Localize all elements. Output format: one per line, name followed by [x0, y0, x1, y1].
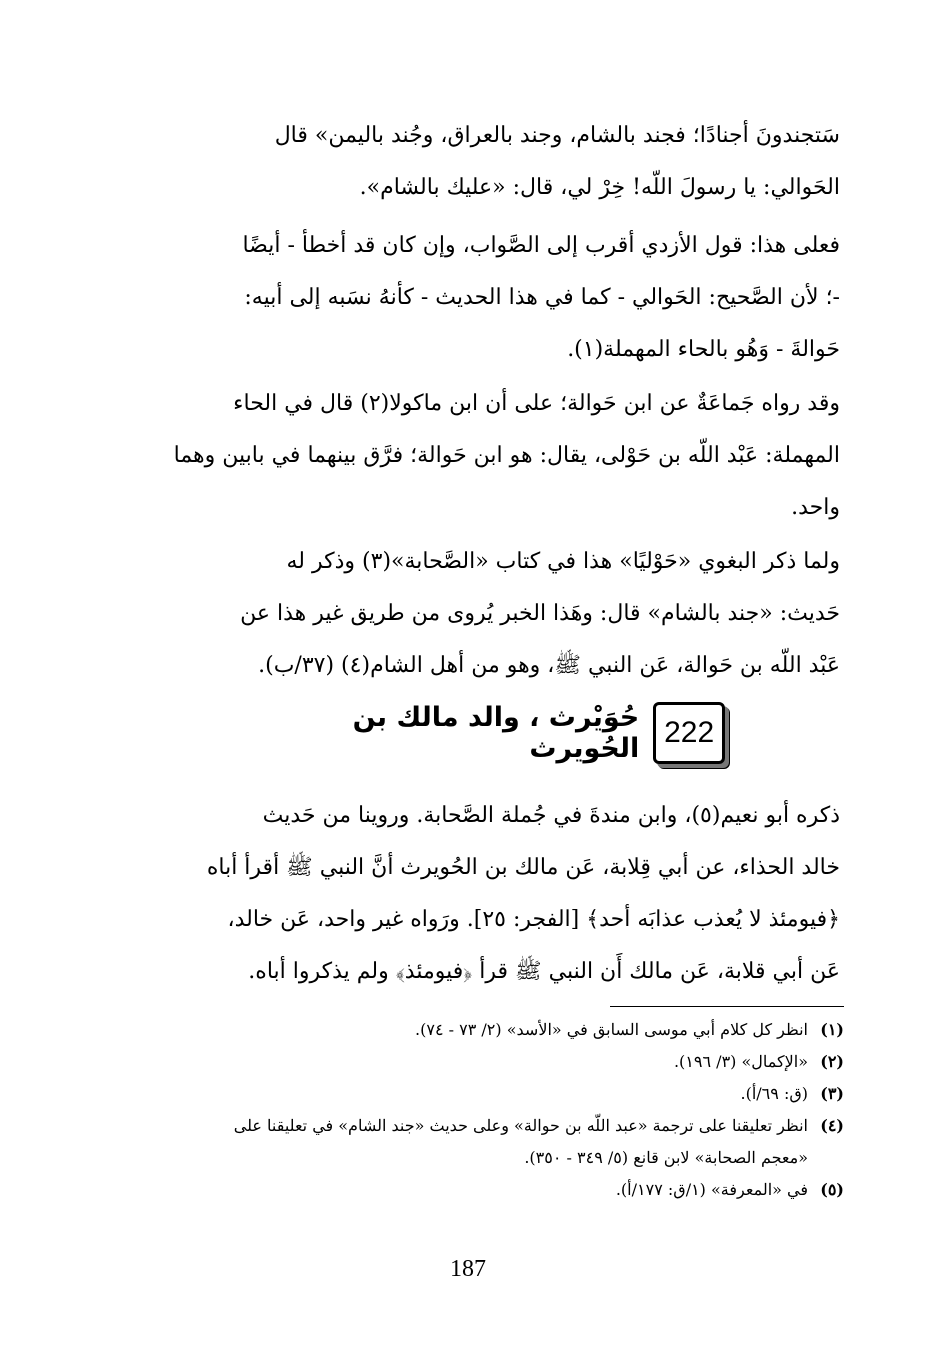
footnote-number: (٤) — [820, 1116, 844, 1135]
footnote-text: انظر كل كلام أبي موسى السابق في «الأسد» (٢/ ٧٣ - ٧٤). — [415, 1020, 808, 1039]
paragraph-ibn-makula — [100, 378, 840, 534]
footnote-number: (٣) — [820, 1084, 844, 1103]
text-line: ذكره أبو نعيم(٥)، وابن مندةَ في جُملة الصَّحابة. وروينا من حَديث — [262, 803, 840, 828]
paragraph-entry-body — [100, 790, 840, 998]
footnote-number: (١) — [820, 1020, 844, 1039]
text-line: حَديث: «جند بالشام» قال: وهَذا الخبر يُروى من طريق غير هذا عن — [240, 601, 840, 626]
text-line: حَوالةَ - وَهُو بالحاء المهملة(١). — [567, 337, 840, 362]
entry-title: حُوَيْرث ، والد مالك بن الحُويرث — [352, 702, 640, 764]
text-line: عَن أبي قلابة، عَن مالك أَن النبي ﷺ قرأ ﴿فيومئذ﴾ ولم يذكروا أباه. — [248, 959, 840, 984]
footnotes — [100, 1014, 844, 1206]
footnote-text: في «المعرفة» (١/ق: ١٧٧/أ). — [615, 1180, 808, 1199]
footnote-number: (٥) — [820, 1180, 844, 1199]
text-line: واحد. — [791, 495, 840, 520]
entry-number-box: 222 — [653, 702, 725, 764]
paragraph-azdi-opinion — [100, 220, 840, 376]
footnote-continuation: «معجم الصحابة» لابن قانع (٥/ ٣٤٩ - ٣٥٠). — [524, 1148, 808, 1167]
paragraph-intro — [100, 110, 840, 214]
footnote-number: (٢) — [820, 1052, 844, 1071]
footnote — [100, 1078, 844, 1110]
text-line: ولما ذكر البغوي «حَوْليًا» هذا في كتاب «الصَّحابة»(٣) وذكر له — [286, 549, 840, 574]
footnote-text: (ق: ٦٩/أ). — [740, 1084, 808, 1103]
footnote — [100, 1174, 844, 1206]
text-line: الحَوالي: يا رسولَ اللّه! خِرْ لي، قال: «عليك بالشام». — [359, 175, 840, 200]
text-line: خالد الحذاء، عن أبي قِلابة، عَن مالك بن الحُويرث أنَّ النبي ﷺ أقرأ أباه — [206, 855, 840, 880]
text-line: ﴿فيومئذ لا يُعذب عذابَه أحد﴾ [الفجر: ٢٥]. ورَواه غير واحد، عَن خالد، — [227, 907, 840, 932]
text-line: المهملة: عَبْد اللّه بن حَوْلى، يقال: هو ابن حَوالة؛ فرَّق بينهما في بابين وهما — [173, 443, 840, 468]
text-line: وقد رواه جَماعَةٌ عن ابن حَوالة؛ على أن ابن ماكولا(٢) قال في الحاء — [233, 391, 840, 416]
footnote — [100, 1110, 844, 1142]
footnote-text: انظر تعليقنا على ترجمة «عبد اللّه بن حوالة» وعلى حديث «جند الشام» في تعليقنا على — [233, 1116, 808, 1135]
footnote-text: «الإكمال» (٣/ ١٩٦). — [673, 1052, 808, 1071]
text-line: عَبْد اللّه بن حَوالة، عَن النبي ﷺ، وهو من أهل الشام(٤) (٣٧/ب). — [258, 653, 840, 678]
paragraph-baghawi — [100, 536, 840, 692]
page-number: 187 — [450, 1256, 486, 1282]
text-line: فعلى هذا: قول الأزدي أقرب إلى الصَّواب، وإن كان قد أخطأ - أيضًا — [242, 233, 840, 258]
footnote — [100, 1046, 844, 1078]
text-line: -؛ لأن الصَّحيح: الحَوالي - كما في هذا الحديث - كأنهُ نسَبه إلى أبيه: — [244, 285, 840, 310]
text-line: سَتجندونَ أجنادًا؛ فجند بالشام، وجند بالعراق، وجُند باليمن» قال — [274, 123, 840, 148]
entry-heading — [235, 696, 725, 770]
footnote-divider — [610, 1006, 844, 1007]
footnote — [100, 1014, 844, 1046]
